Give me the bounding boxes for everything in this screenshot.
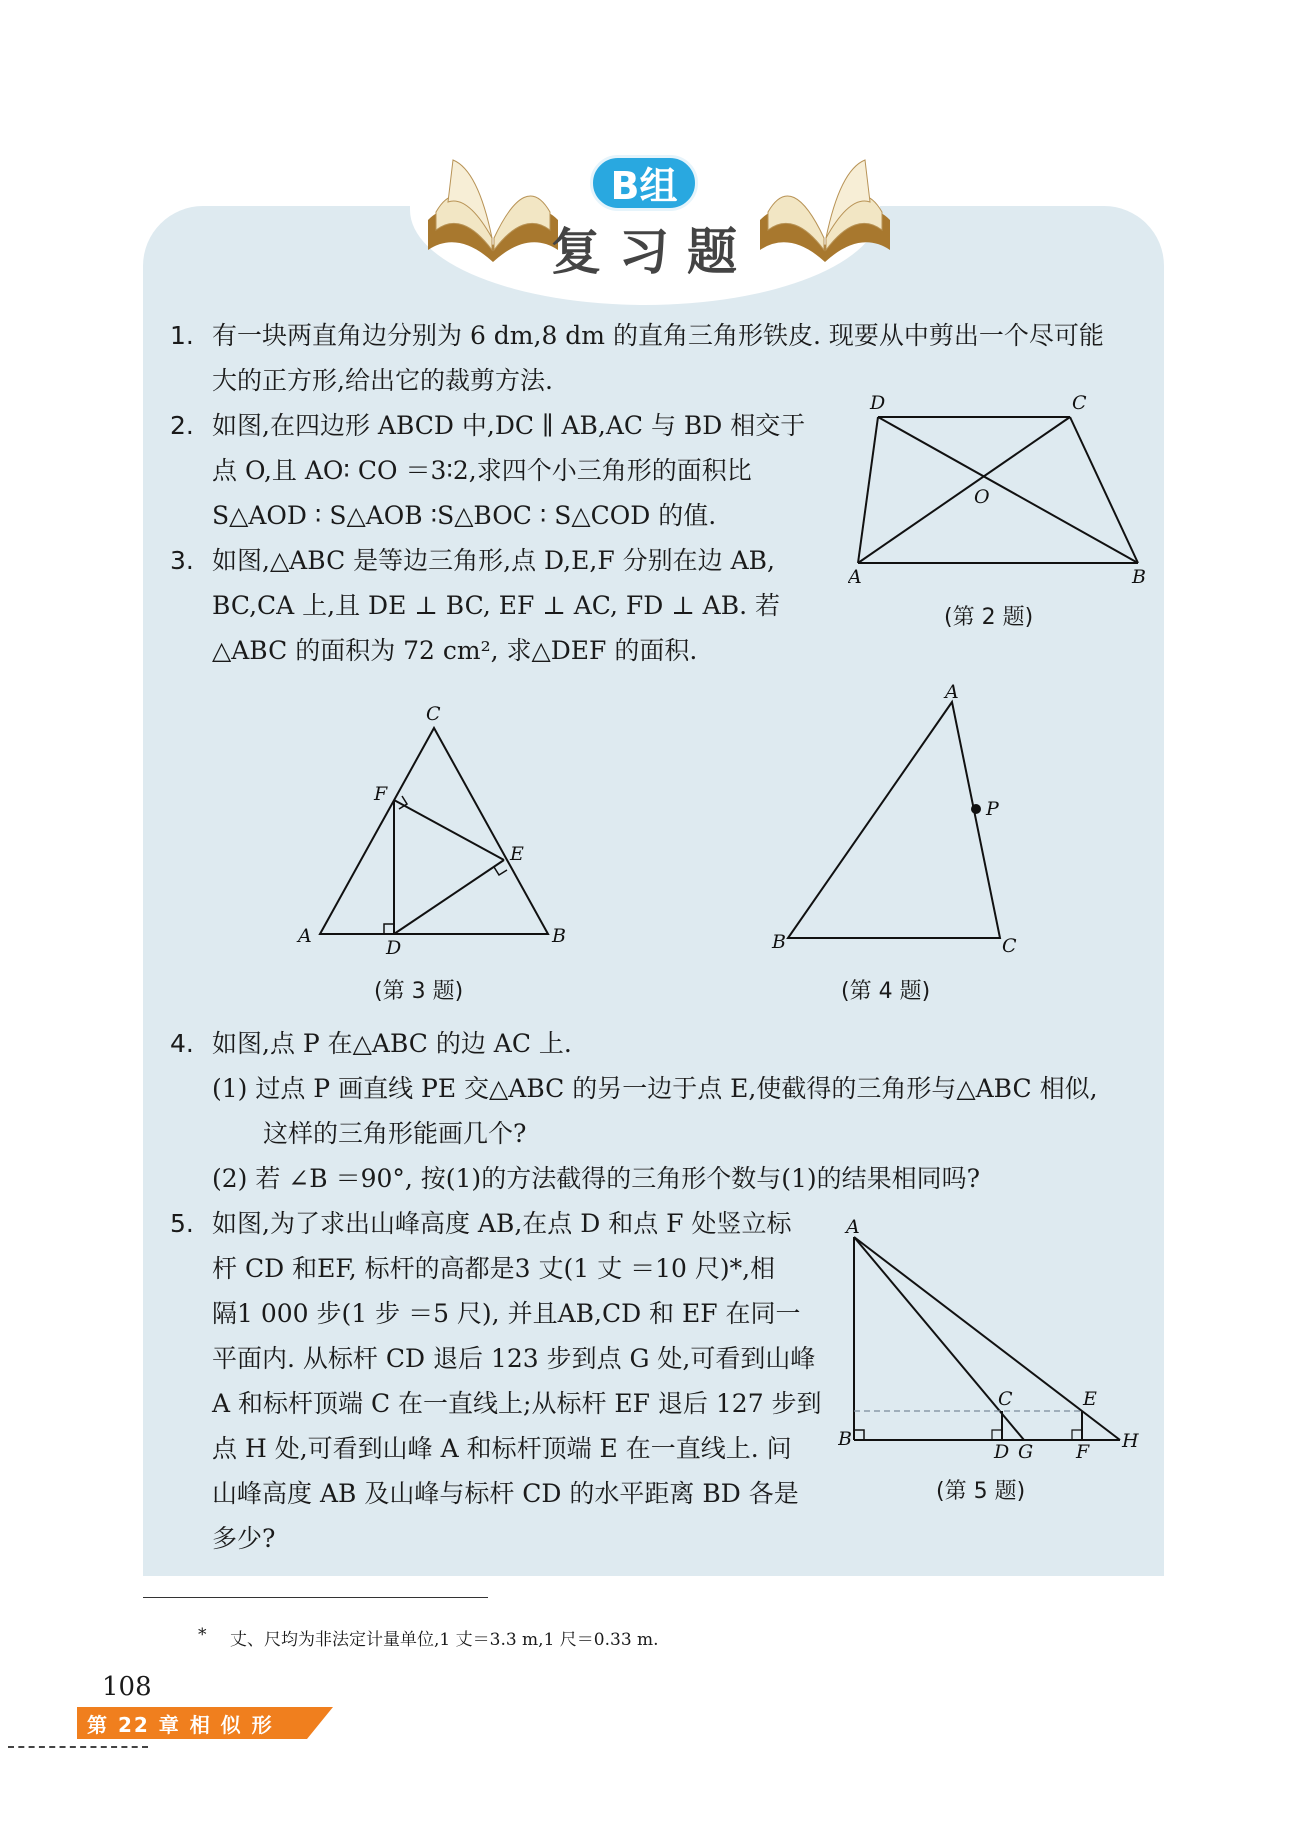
figure-5 <box>838 1215 1148 1460</box>
vertex-label: A <box>945 681 959 703</box>
vertex-label: B <box>838 1428 852 1450</box>
problem-text-line: A 和标杆顶端 C 在一直线上;从标杆 EF 退后 127 步到 <box>212 1389 822 1418</box>
problem-text-line: 杆 CD 和EF, 标杆的高都是3 丈(1 丈 ＝10 尺)*,相 <box>212 1254 776 1283</box>
problem-text-line: 山峰高度 AB 及山峰与标杆 CD 的水平距离 BD 各是 <box>212 1479 799 1508</box>
problem-number: 3. <box>170 546 194 575</box>
vertex-label: C <box>1072 395 1087 414</box>
figure-caption: (第 5 题) <box>936 1479 1026 1504</box>
vertex-label: C <box>998 1388 1013 1410</box>
problem-text-line: 点 O,且 AO∶ CO ＝3∶2,求四个小三角形的面积比 <box>212 456 752 485</box>
problem-text-line: (2) 若 ∠B ＝90°, 按(1)的方法截得的三角形个数与(1)的结果相同吗? <box>212 1164 981 1193</box>
figure-3 <box>290 702 590 957</box>
problem-text-line: △ABC 的面积为 72 cm², 求△DEF 的面积. <box>212 636 698 665</box>
problem-text-line: 大的正方形,给出它的裁剪方法. <box>212 366 553 395</box>
page-title: 复习题 <box>551 223 755 281</box>
problem-number: 4. <box>170 1029 194 1058</box>
page-number: 108 <box>102 1672 152 1702</box>
vertex-label: B <box>772 931 786 953</box>
problem-text-line: 隔1 000 步(1 步 ＝5 尺), 并且AB,CD 和 EF 在同一 <box>212 1299 801 1328</box>
vertex-label: A <box>846 1216 860 1238</box>
vertex-label: A <box>298 925 312 947</box>
figure-caption: (第 4 题) <box>841 979 931 1004</box>
problem-number: 1. <box>170 321 194 350</box>
vertex-label: D <box>870 395 886 414</box>
problem-text-line: 有一块两直角边分别为 6 dm,8 dm 的直角三角形铁皮. 现要从中剪出一个尽可能 <box>212 321 1104 350</box>
problem-text-line: 如图,△ABC 是等边三角形,点 D,E,F 分别在边 AB, <box>212 546 775 575</box>
problem-text-line: 点 H 处,可看到山峰 A 和标杆顶端 E 在一直线上. 问 <box>212 1434 792 1463</box>
vertex-label: O <box>974 486 990 508</box>
open-book-icon <box>418 150 568 268</box>
open-book-icon <box>750 150 900 268</box>
vertex-label: F <box>1076 1441 1090 1460</box>
problem-text-line: (1) 过点 P 画直线 PE 交△ABC 的另一边于点 E,使截得的三角形与△ABC 相似, <box>212 1074 1098 1103</box>
footnote-divider <box>143 1597 488 1598</box>
vertex-label: H <box>1122 1430 1139 1452</box>
problem-number: 5. <box>170 1209 194 1238</box>
problem-text-line: BC,CA 上,且 DE ⊥ BC, EF ⊥ AC, FD ⊥ AB. 若 <box>212 591 781 620</box>
vertex-label: E <box>1083 1388 1097 1410</box>
problem-text-line: 如图,在四边形 ABCD 中,DC ∥ AB,AC 与 BD 相交于 <box>212 411 806 440</box>
vertex-label: D <box>386 937 402 957</box>
footnote-mark: * <box>198 1625 207 1645</box>
vertex-label: C <box>1002 935 1017 957</box>
problem-text-line: 平面内. 从标杆 CD 退后 123 步到点 G 处,可看到山峰 <box>212 1344 816 1373</box>
figure-4 <box>760 680 1040 960</box>
vertex-label: G <box>1018 1441 1034 1460</box>
vertex-label: B <box>552 925 566 947</box>
footnote-text: 丈、尺均为非法定计量单位,1 丈＝3.3 m,1 尺＝0.33 m. <box>230 1630 659 1650</box>
problem-text-line: 如图,点 P 在△ABC 的边 AC 上. <box>212 1029 572 1058</box>
vertex-label: E <box>510 843 524 865</box>
vertex-label: D <box>994 1441 1010 1460</box>
vertex-label: P <box>986 798 999 820</box>
group-badge: B组 <box>590 155 698 211</box>
problem-number: 2. <box>170 411 194 440</box>
problem-text-line: S△AOD ∶ S△AOB ∶S△BOC ∶ S△COD 的值. <box>212 501 717 530</box>
figure-caption: (第 3 题) <box>374 979 464 1004</box>
vertex-label: C <box>426 703 441 725</box>
vertex-label: B <box>1132 566 1146 588</box>
problem-text-line: 多少? <box>212 1524 276 1553</box>
vertex-label: A <box>848 566 862 588</box>
figure-caption: (第 2 题) <box>944 605 1034 630</box>
vertex-label: F <box>374 783 388 805</box>
problem-text-line: 这样的三角形能画几个? <box>263 1119 527 1148</box>
figure-2 <box>848 395 1158 595</box>
footer-dots <box>8 1746 148 1748</box>
problem-text-line: 如图,为了求出山峰高度 AB,在点 D 和点 F 处竖立标 <box>212 1209 792 1238</box>
chapter-label: 第 22 章 相 似 形 <box>87 1713 274 1737</box>
